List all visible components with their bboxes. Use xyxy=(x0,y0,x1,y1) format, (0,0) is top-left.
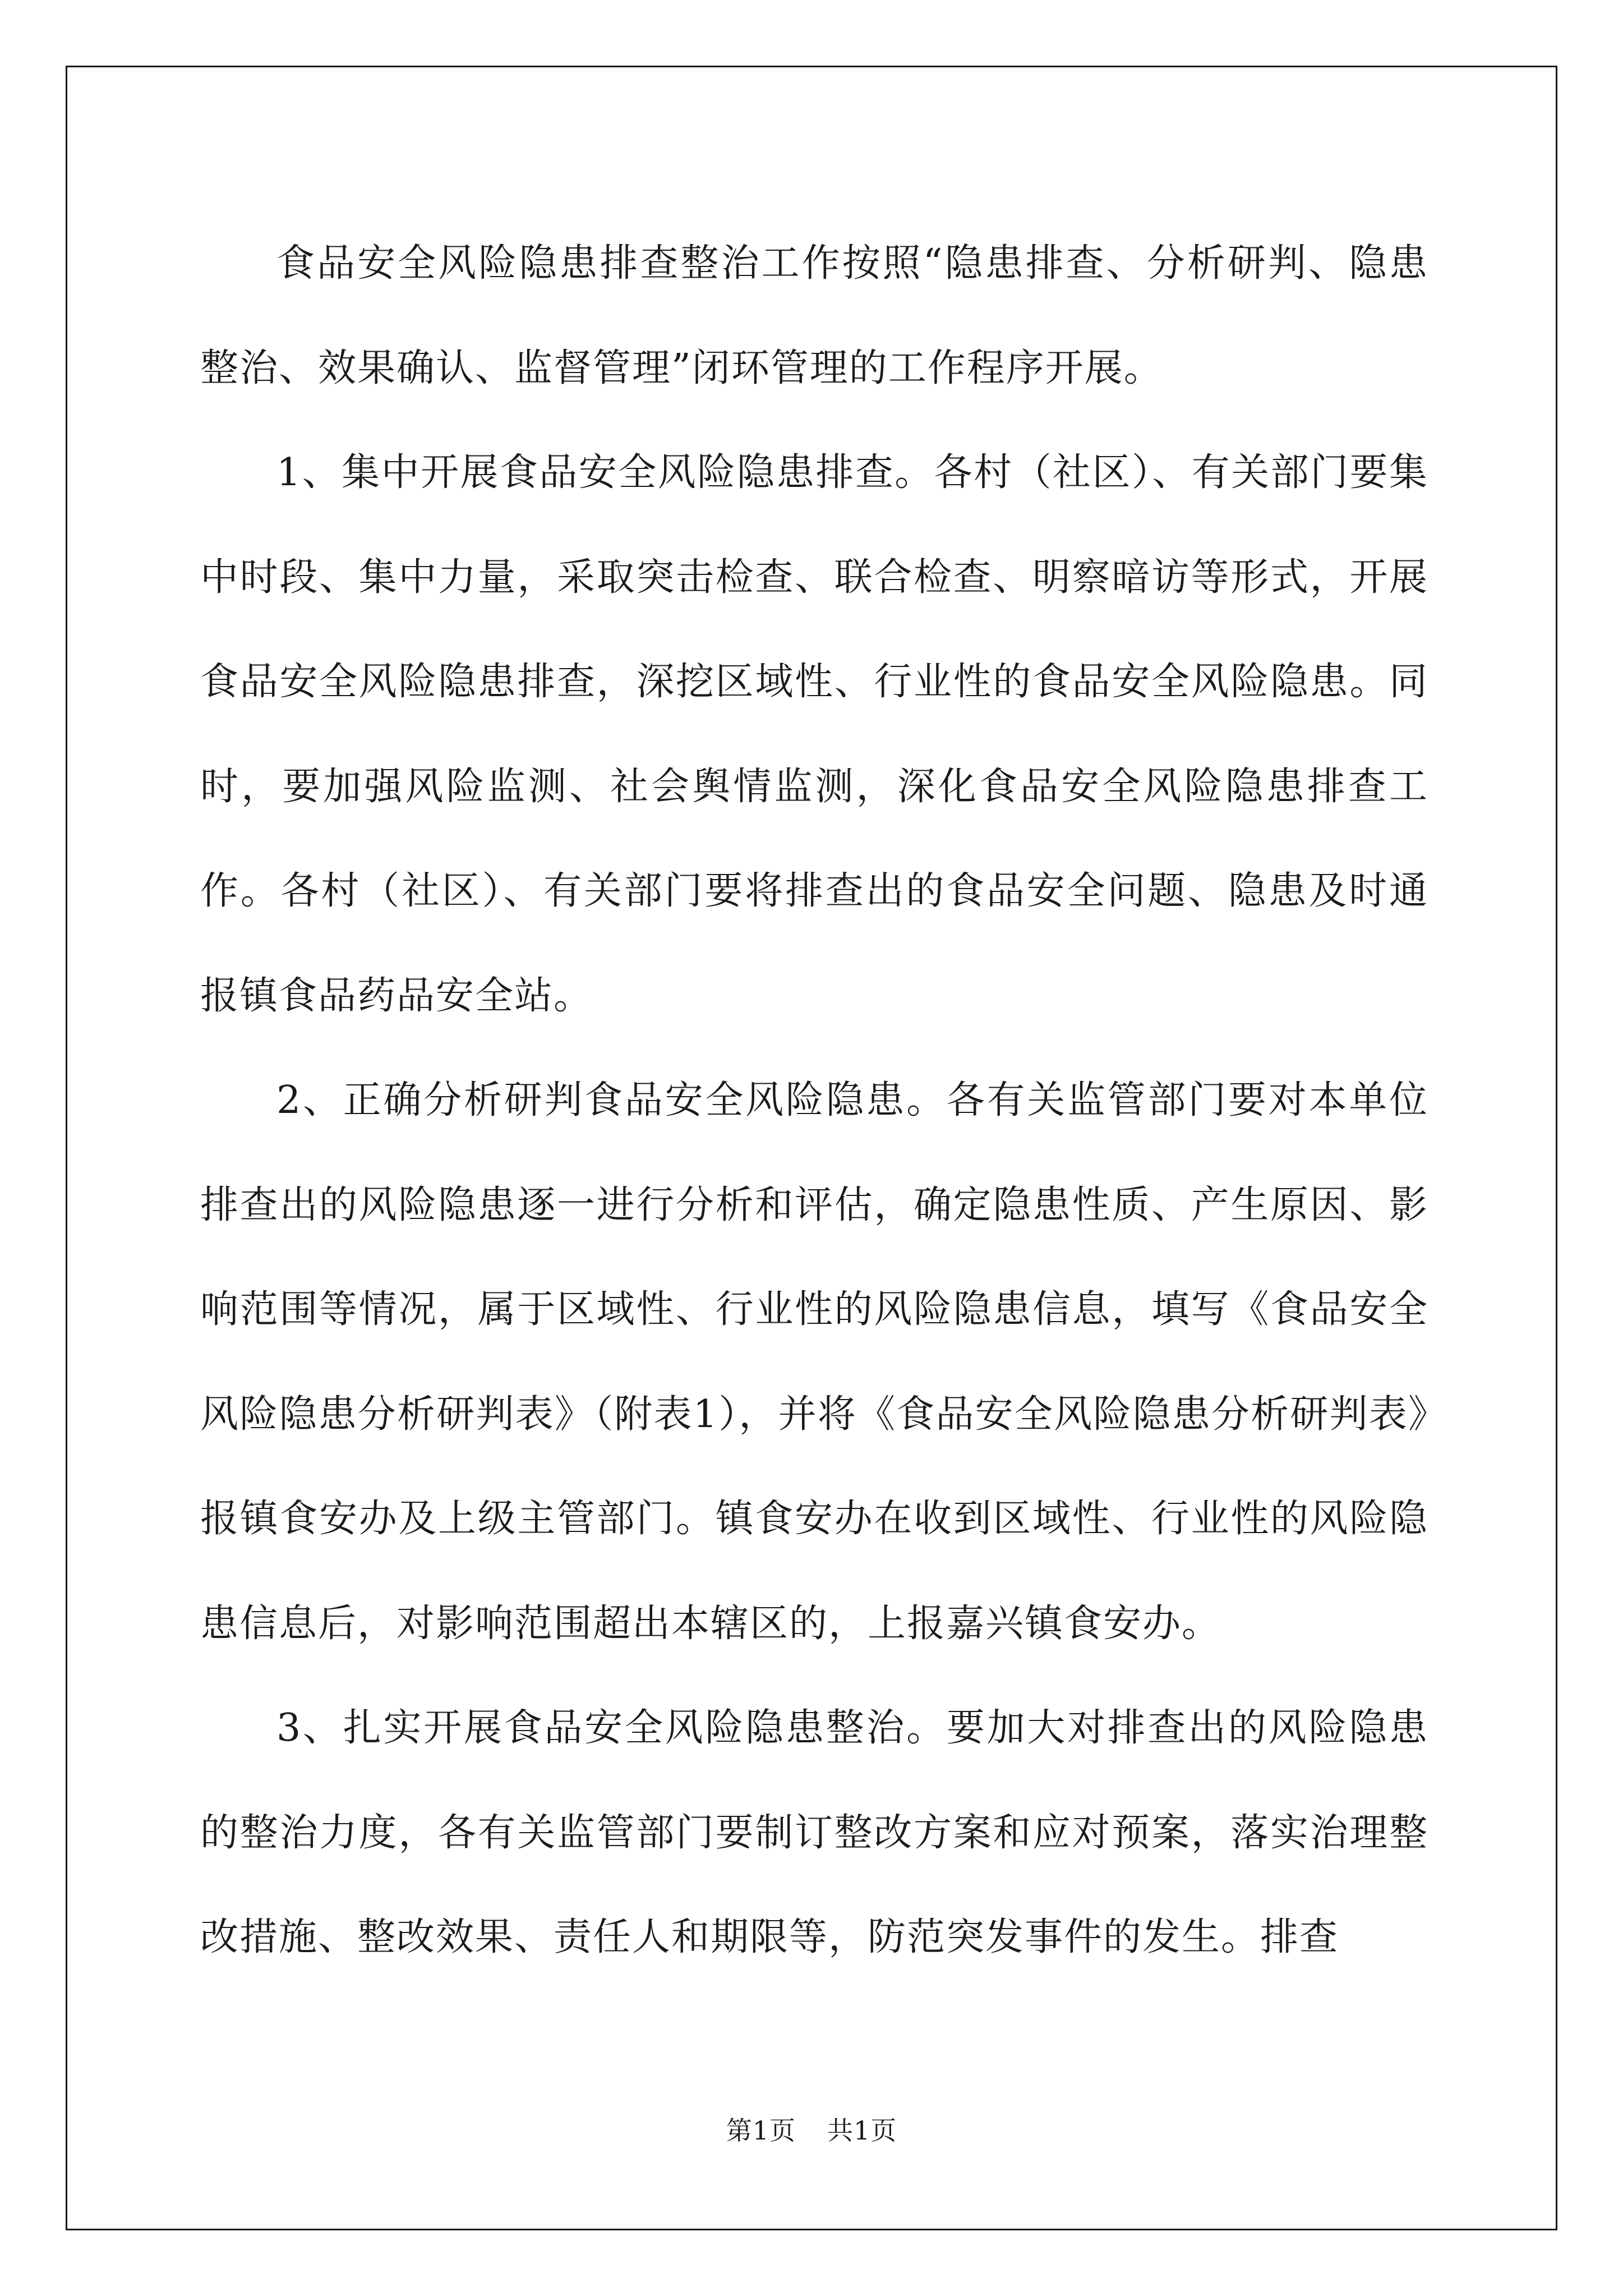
document-body xyxy=(200,211,1428,1990)
page-number: 第1页 xyxy=(726,2115,796,2146)
paragraph-intro: 食品安全风险隐患排查整治工作按照“隐患排查、分析研判、隐患整治、效果确认、监督管理”闭环管理的工作程序开展。 xyxy=(200,241,1428,390)
page-total: 共1页 xyxy=(827,2115,897,2146)
page-footer xyxy=(0,2115,1623,2146)
paragraph-item-1: 1、集中开展食品安全风险隐患排查。各村（社区）、有关部门要集中时段、集中力量，采取突击检查、联合检查、明察暗访等形式，开展食品安全风险隐患排查，深挖区域性、行业性的食品安全风险隐患。同时，要加强风险监测、社会舆情监测，深化食品安全风险隐患排查工作。各村（社区）、有关部门要将排查出的食品安全问题、隐患及时通报镇食品药品安全站。 xyxy=(200,450,1428,1018)
paragraph-item-2: 2、正确分析研判食品安全风险隐患。各有关监管部门要对本单位排查出的风险隐患逐一进行分析和评估，确定隐患性质、产生原因、影响范围等情况，属于区域性、行业性的风险隐患信息，填写《食品安全风险隐患分析研判表》（附表1），并将《食品安全风险隐患分析研判表》报镇食安办及上级主管部门。镇食安办在收到区域性、行业性的风险隐患信息后，对影响范围超出本辖区的，上报嘉兴镇食安办。 xyxy=(200,1078,1428,1646)
paragraph-item-3: 3、扎实开展食品安全风险隐患整治。要加大对排查出的风险隐患的整治力度，各有关监管部门要制订整改方案和应对预案，落实治理整改措施、整改效果、责任人和期限等，防范突发事件的发生。排查 xyxy=(200,1706,1428,1959)
